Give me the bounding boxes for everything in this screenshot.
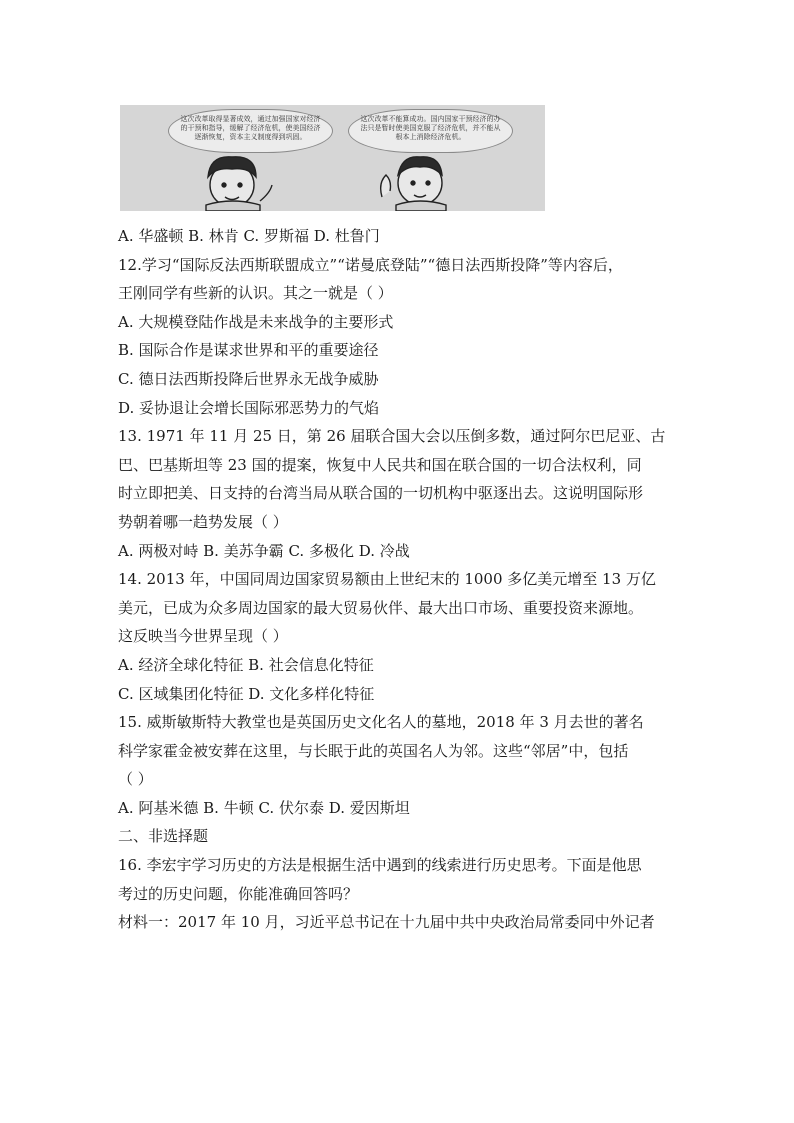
question-text bbox=[118, 222, 678, 937]
text-line: 15. 威斯敏斯特大教堂也是英国历史文化名人的墓地，2018 年 3 月去世的著名 bbox=[118, 713, 644, 732]
cartoon-figure bbox=[120, 105, 545, 211]
text-line: D. 妥协退让会增长国际邪恶势力的气焰 bbox=[118, 398, 380, 417]
text-line: 这反映当今世界呈现（ ） bbox=[118, 627, 288, 646]
left-speech-bubble: 这次改革取得显著成效，通过加强国家对经济的干预和指导，缓解了经济危机，使美国经济逐渐恢复，资本主义制度得到巩固。 bbox=[168, 109, 333, 153]
text-line: B. 国际合作是谋求世界和平的重要途径 bbox=[118, 341, 379, 360]
text-line: A. 大规模登陆作战是未来战争的主要形式 bbox=[118, 312, 394, 331]
section-heading: 二、非选择题 bbox=[118, 827, 209, 846]
right-speech-bubble: 这次改革不能算成功。国内国家干预经济的办法只是暂时使美国克服了经济危机，并不能从根本上消除经济危机。 bbox=[348, 109, 513, 153]
text-line: C. 德日法西斯投降后世界永无战争威胁 bbox=[118, 369, 379, 388]
cartoon-people-drawing bbox=[120, 105, 545, 211]
text-line: A. 两极对峙 B. 美苏争霸 C. 多极化 D. 冷战 bbox=[118, 541, 410, 560]
text-line: 美元，已成为众多周边国家的最大贸易伙伴、最大出口市场、重要投资来源地。 bbox=[118, 598, 644, 617]
text-line: A. 华盛顿 B. 林肯 C. 罗斯福 D. 杜鲁门 bbox=[118, 227, 380, 245]
text-line: C. 区域集团化特征 D. 文化多样化特征 bbox=[118, 684, 375, 703]
text-line: 时立即把美、日支持的台湾当局从联合国的一切机构中驱逐出去。这说明国际形 bbox=[118, 484, 644, 503]
text-line: 考过的历史问题，你能准确回答吗？ bbox=[118, 884, 359, 903]
text-line: 势朝着哪一趋势发展（ ） bbox=[118, 512, 288, 531]
text-line: 14. 2013 年，中国同周边国家贸易额由上世纪末的 1000 多亿美元增至 13 万亿 bbox=[118, 570, 656, 589]
text-line: A. 经济全球化特征 B. 社会信息化特征 bbox=[118, 655, 374, 674]
text-line: 巴、巴基斯坦等 23 国的提案，恢复中人民共和国在联合国的一切合法权利，同 bbox=[118, 455, 642, 474]
text-line: 科学家霍金被安葬在这里，与长眠于此的英国名人为邻。这些“邻居”中，包括 bbox=[118, 741, 629, 760]
text-line: 13. 1971 年 11 月 25 日，第 26 届联合国大会以压倒多数，通过阿尔巴尼亚、古 bbox=[118, 427, 666, 446]
text-line: 12.学习“国际反法西斯联盟成立”“诺曼底登陆”“德日法西斯投降”等内容后， bbox=[118, 255, 623, 274]
text-line: 材料一：2017 年 10 月，习近平总书记在十九届中共中央政治局常委同中外记者 bbox=[118, 913, 655, 932]
text-line: A. 阿基米德 B. 牛顿 C. 伏尔泰 D. 爱因斯坦 bbox=[118, 798, 410, 817]
text-line: （ ） bbox=[118, 770, 153, 789]
text-line: 16. 李宏宇学习历史的方法是根据生活中遇到的线索进行历史思考。下面是他思 bbox=[118, 856, 642, 875]
text-line: 王刚同学有些新的认识。其之一就是（ ） bbox=[118, 284, 393, 303]
